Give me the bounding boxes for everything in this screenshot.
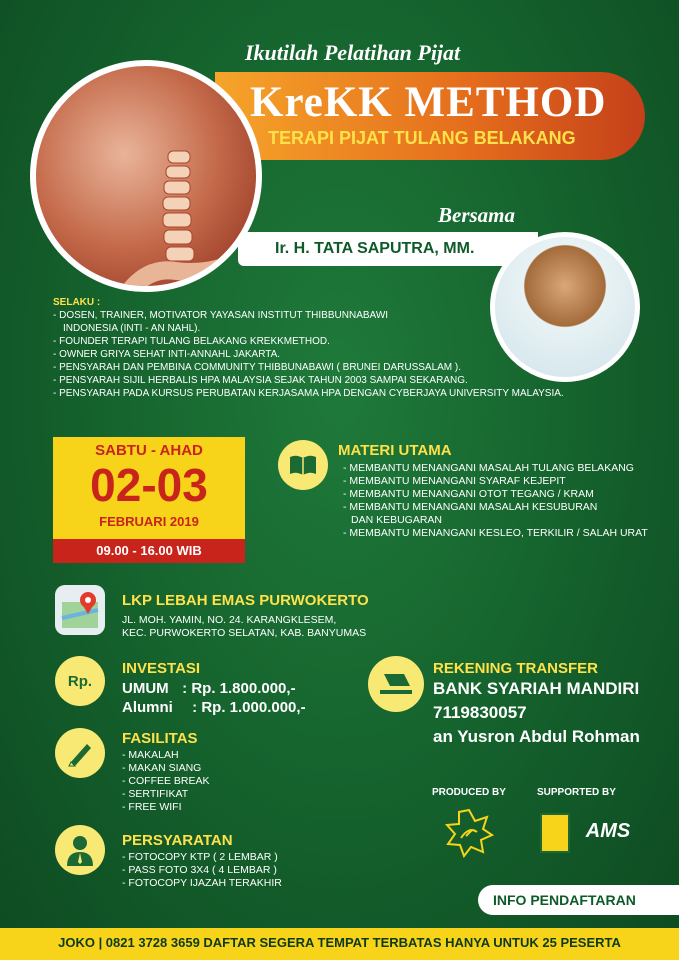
umum-price: : Rp. 1.800.000,-	[182, 680, 296, 697]
fasilitas-item: - SERTIFIKAT	[122, 788, 189, 800]
materi-item: - MEMBANTU MENANGANI MASALAH KESUBURAN	[343, 501, 598, 513]
produced-by-label: PRODUCED BY	[432, 787, 506, 798]
materi-item: - MEMBANTU MENANGANI OTOT TEGANG / KRAM	[343, 488, 594, 500]
speaker-name: Ir. H. TATA SAPUTRA, MM.	[275, 240, 475, 257]
time-text: 09.00 - 16.00 WIB	[96, 543, 202, 558]
rekening-title: REKENING TRANSFER	[433, 660, 599, 677]
credential-item: - OWNER GRIYA SEHAT INTI-ANNAHL JAKARTA.	[53, 349, 281, 360]
materi-item: DAN KEBUGARAN	[351, 514, 443, 526]
umum-label: UMUM	[122, 680, 169, 697]
address-line: JL. MOH. YAMIN, NO. 24. KARANGKLESEM,	[122, 614, 337, 626]
location-title: LKP LEBAH EMAS PURWOKERTO	[122, 592, 369, 609]
persyaratan-block	[122, 832, 282, 890]
date-month: FEBRUARI 2019	[99, 514, 199, 529]
address-line: KEC. PURWOKERTO SELATAN, KAB. BANYUMAS	[122, 627, 367, 639]
credential-item: INDONESIA (INTI - AN NAHL).	[63, 323, 201, 334]
spine-illustration	[106, 146, 262, 292]
fasilitas-item: - MAKAN SIANG	[122, 762, 202, 774]
investasi-block	[122, 660, 306, 716]
persyaratan-item: - FOTOCOPY KTP ( 2 LEMBAR )	[122, 851, 278, 863]
bank-card-icon	[368, 656, 424, 712]
rekening-block	[433, 660, 640, 747]
materi-item: - MEMBANTU MENANGANI KESLEO, TERKILIR / SALAH URAT	[343, 527, 648, 539]
date-numbers: 02-03	[90, 459, 208, 511]
investasi-title: INVESTASI	[122, 660, 201, 677]
account-holder: an Yusron Abdul Rohman	[433, 727, 640, 746]
fasilitas-item: - FREE WIFI	[122, 801, 182, 813]
fasilitas-item: - COFFEE BREAK	[122, 775, 210, 787]
pencil-icon	[55, 728, 105, 778]
speaker-credentials	[53, 296, 564, 400]
info-pendaftaran-label: INFO PENDAFTARAN	[493, 892, 636, 908]
lkp-lebah-emas-logo	[444, 808, 494, 858]
intro-text: Ikutilah Pelatihan Pijat	[245, 40, 461, 65]
credential-item: - FOUNDER TERAPI TULANG BELAKANG KREKKMETHOD.	[53, 336, 330, 347]
credential-item: - PENSYARAH PADA KURSUS PERUBATAN KERJASAMA HPA DENGAN CYBERJAYA UNIVERSITY MALAYSIA.	[53, 388, 564, 399]
credential-item: - DOSEN, TRAINER, MOTIVATOR YAYASAN INSTITUT THIBBUNNABAWI	[53, 310, 389, 321]
with-label: Bersama	[438, 203, 516, 227]
fasilitas-item: - MAKALAH	[122, 749, 179, 761]
rp-icon-text: Rp.	[67, 672, 93, 690]
persyaratan-item: - FOTOCOPY IJAZAH TERAKHIR	[122, 877, 282, 889]
persyaratan-item: - PASS FOTO 3X4 ( 4 LEMBAR )	[122, 864, 277, 876]
alumni-label: Alumni	[122, 699, 173, 716]
persyaratan-title: PERSYARATAN	[122, 832, 233, 849]
materi-list	[343, 462, 648, 540]
footer-contact-text: JOKO | 0821 3728 3659 DAFTAR SEGERA TEMPAT TERBATAS HANYA UNTUK 25 PESERTA	[58, 935, 621, 950]
book-icon	[278, 440, 328, 490]
fasilitas-block	[122, 730, 210, 814]
subtitle: TERAPI PIJAT TULANG BELAKANG	[268, 128, 576, 148]
materi-item: - MEMBANTU MENANGANI MASALAH TULANG BELAKANG	[343, 462, 634, 474]
inti-annahl-logo	[540, 813, 570, 853]
spine-photo	[30, 60, 262, 292]
main-title: KreKK METHOD	[250, 79, 607, 126]
fasilitas-title: FASILITAS	[122, 730, 198, 747]
alumni-price: : Rp. 1.000.000,-	[192, 699, 306, 716]
location-address	[122, 614, 366, 640]
money-icon	[55, 656, 105, 706]
ams-logo: AMS	[585, 819, 631, 842]
date-days: SABTU - AHAD	[95, 442, 203, 459]
bank-name: BANK SYARIAH MANDIRI	[433, 679, 640, 698]
supported-by-label: SUPPORTED BY	[537, 787, 616, 798]
map-pin-icon	[55, 585, 105, 635]
materi-title: MATERI UTAMA	[338, 442, 452, 459]
credential-item: - PENSYARAH SIJIL HERBALIS HPA MALAYSIA SEJAK TAHUN 2003 SAMPAI SEKARANG.	[53, 375, 468, 386]
materi-item: - MEMBANTU MENANGANI SYARAF KEJEPIT	[343, 475, 566, 487]
credentials-heading: SELAKU :	[53, 297, 101, 308]
account-number: 7119830057	[433, 703, 527, 722]
credential-item: - PENSYARAH DAN PEMBINA COMMUNITY THIBBUNABAWI ( BRUNEI DARUSSALAM ).	[53, 362, 462, 373]
person-icon	[55, 825, 105, 875]
